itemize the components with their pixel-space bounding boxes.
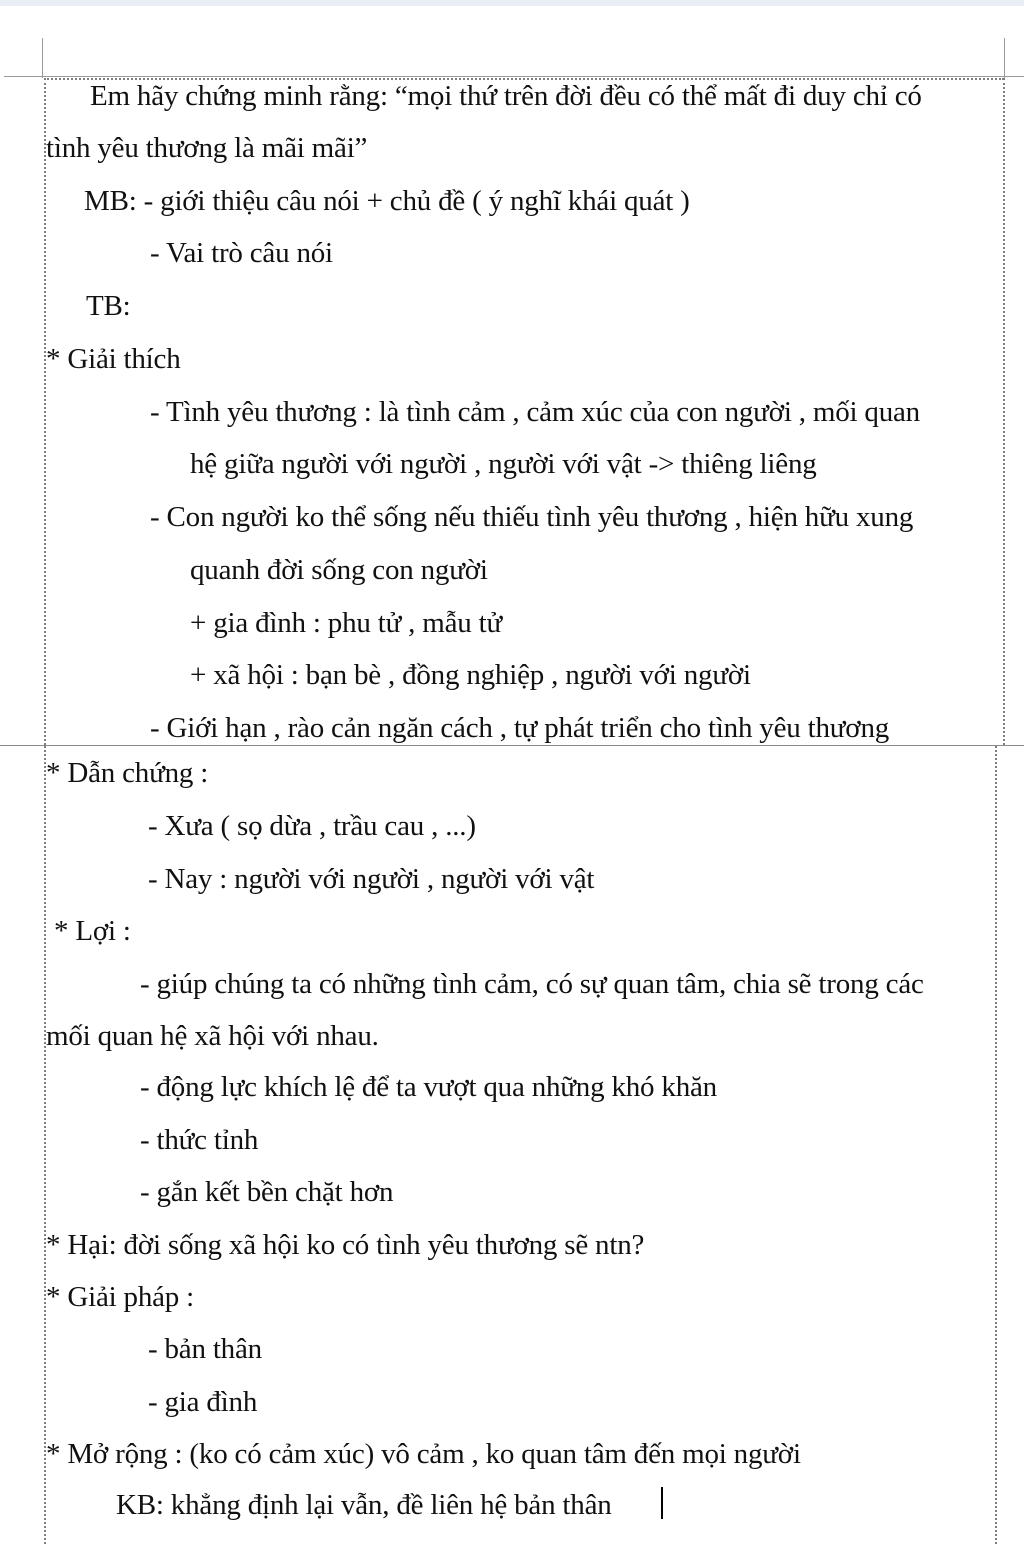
right-margin-guide (1004, 38, 1005, 78)
society-item: + xã hội : bạn bè , đồng nghiệp , người với người (190, 659, 751, 691)
explain-bullet-1: - Tình yêu thương : là tình cảm , cảm xúc của con người , mối quan (150, 396, 920, 428)
prompt-line-1: Em hãy chứng minh rằng: “mọi thứ trên đời đều có thể mất đi duy chỉ có (90, 80, 922, 112)
solution-family: - gia đình (148, 1386, 258, 1418)
text-boundary-left (44, 78, 46, 745)
text-boundary-right-page2 (995, 746, 997, 1544)
benefit-1: - giúp chúng ta có những tình cảm, có sự quan tâm, chia sẽ trong các (140, 968, 924, 1000)
benefit-4: - gắn kết bền chặt hơn (140, 1176, 394, 1208)
evidence-past: - Xưa ( sọ dừa , trầu cau , ...) (148, 810, 476, 842)
text-cursor (661, 1487, 663, 1519)
kb-line: KB: khẳng định lại vẫn, đề liên hệ bản thân (116, 1489, 612, 1521)
harm-line: * Hại: đời sống xã hội ko có tình yêu thương sẽ ntn? (46, 1229, 645, 1261)
benefit-3: - thức tỉnh (140, 1124, 259, 1156)
explain-bullet-3: - Giới hạn , rào cản ngăn cách , tự phát triển cho tình yêu thương (150, 712, 890, 744)
text-boundary-right (1003, 78, 1005, 745)
explain-bullet-2: - Con người ko thể sống nếu thiếu tình yêu thương , hiện hữu xung (150, 501, 914, 533)
family-item: + gia đình : phu tử , mẫu tử (190, 607, 503, 639)
evidence-heading: * Dẫn chứng : (46, 757, 209, 789)
mb-line: MB: - giới thiệu câu nói + chủ đề ( ý nghĩ khái quát ) (84, 185, 690, 217)
benefit-1-cont: mối quan hệ xã hội với nhau. (46, 1020, 379, 1052)
explain-heading: * Giải thích (46, 343, 181, 375)
mb-bullet-role: - Vai trò câu nói (150, 237, 333, 269)
solution-heading: * Giải pháp : (46, 1281, 195, 1313)
explain-bullet-2-cont: quanh đời sống con người (190, 554, 488, 586)
benefits-heading: * Lợi : (54, 915, 131, 947)
tb-heading: TB: (86, 290, 131, 322)
benefit-2: - động lực khích lệ để ta vượt qua những khó khăn (140, 1071, 717, 1103)
explain-bullet-1-cont: hệ giữa người với người , người với vật -> thiêng liêng (190, 448, 817, 480)
solution-self: - bản thân (148, 1333, 262, 1365)
left-margin-guide (42, 38, 43, 78)
evidence-present: - Nay : người với người , người với vật (148, 863, 595, 895)
text-boundary-left-page2 (44, 746, 46, 1544)
top-margin-guide (4, 76, 1024, 77)
extension-line: * Mở rộng : (ko có cảm xúc) vô cảm , ko quan tâm đến mọi người (46, 1438, 801, 1470)
prompt-line-2: tình yêu thương là mãi mãi” (46, 132, 368, 164)
window-top-strip (0, 0, 1024, 6)
